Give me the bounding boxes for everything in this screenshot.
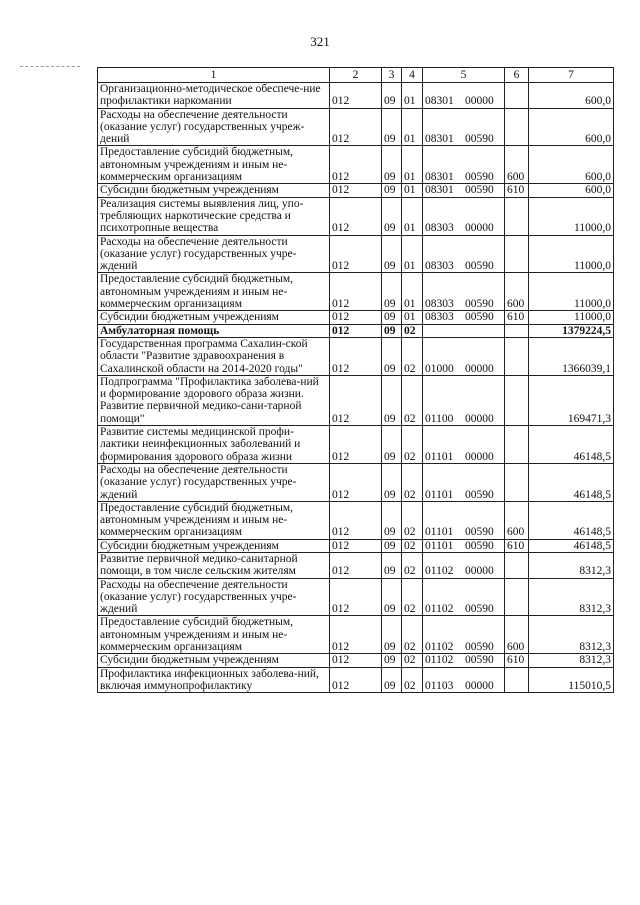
row-target-article (423, 375, 505, 425)
row-subsection-code: 02 (402, 578, 423, 616)
row-expense-type (505, 426, 529, 464)
row-section-code: 09 (382, 616, 402, 654)
table-row (98, 375, 614, 425)
row-section-code: 09 (382, 578, 402, 616)
row-amount: 11000,0 (529, 311, 614, 324)
row-subsection-code: 01 (402, 235, 423, 273)
column-header-2: 2 (330, 68, 382, 83)
row-expense-type: 610 (505, 539, 529, 552)
row-name: Реализация системы выявления лиц, упо-требляющих наркотические средства и психотропные вещества (98, 197, 330, 235)
row-ministry-code: 012 (330, 375, 382, 425)
row-section-code: 09 (382, 337, 402, 375)
target-article-program: 01102 (425, 565, 454, 578)
scan-artifact (20, 66, 80, 68)
target-article-program: 08303 (425, 222, 454, 235)
row-section-code: 09 (382, 311, 402, 324)
target-article-direction: 00590 (465, 526, 494, 539)
target-article-direction: 00590 (465, 133, 494, 146)
row-target-article (423, 83, 505, 109)
row-name: Субсидии бюджетным учреждениям (98, 654, 330, 667)
row-amount: 600,0 (529, 108, 614, 146)
row-expense-type: 600 (505, 146, 529, 184)
row-section-code: 09 (382, 83, 402, 109)
row-section-code: 09 (382, 426, 402, 464)
row-ministry-code: 012 (330, 83, 382, 109)
row-expense-type (505, 83, 529, 109)
table-row (98, 197, 614, 235)
row-target-article (423, 552, 505, 578)
row-amount: 46148,5 (529, 426, 614, 464)
row-amount: 600,0 (529, 83, 614, 109)
row-target-article (423, 235, 505, 273)
row-name: Расходы на обеспечение деятельности (оказание услуг) государственных учре-ждений (98, 578, 330, 616)
target-article-direction: 00590 (465, 488, 494, 501)
row-expense-type (505, 552, 529, 578)
row-expense-type (505, 375, 529, 425)
row-ministry-code: 012 (330, 311, 382, 324)
table-row (98, 311, 614, 324)
row-section-code: 09 (382, 667, 402, 693)
row-ministry-code: 012 (330, 273, 382, 311)
target-article-program: 08303 (425, 260, 454, 273)
row-name: Подпрограмма "Профилактика заболева-ний и формирование здорового образа жизни. Развитие первичной медико-сани-тарной помощи" (98, 375, 330, 425)
column-header-3: 3 (382, 68, 402, 83)
row-section-code: 09 (382, 501, 402, 539)
target-article-direction: 00590 (465, 603, 494, 616)
row-section-code: 09 (382, 324, 402, 337)
row-amount: 169471,3 (529, 375, 614, 425)
row-ministry-code: 012 (330, 539, 382, 552)
row-target-article (423, 501, 505, 539)
target-article-program: 01000 (425, 362, 454, 375)
row-name: Амбулаторная помощь (98, 324, 330, 337)
target-article-program: 01102 (425, 654, 454, 667)
row-name: Развитие первичной медико-санитарной помощи, в том числе сельским жителям (98, 552, 330, 578)
table-row (98, 235, 614, 273)
column-header-7: 7 (529, 68, 614, 83)
row-subsection-code: 02 (402, 324, 423, 337)
target-article-direction: 00000 (465, 679, 494, 692)
row-amount: 8312,3 (529, 616, 614, 654)
target-article-direction: 00590 (465, 298, 494, 311)
column-header-5: 5 (423, 68, 505, 83)
row-expense-type (505, 337, 529, 375)
row-target-article (423, 197, 505, 235)
target-article-program: 08303 (425, 298, 454, 311)
row-target-article (423, 426, 505, 464)
table-row (98, 273, 614, 311)
target-article-program: 01100 (425, 412, 454, 425)
row-subsection-code: 02 (402, 337, 423, 375)
row-name: Расходы на обеспечение деятельности (оказание услуг) государственных учре-ждений (98, 235, 330, 273)
row-target-article (423, 108, 505, 146)
table-row (98, 578, 614, 616)
row-amount: 11000,0 (529, 197, 614, 235)
target-article-direction: 00590 (465, 539, 494, 552)
row-section-code: 09 (382, 654, 402, 667)
row-name: Предоставление субсидий бюджетным, автономным учреждениям и иным не-коммерческим организациям (98, 501, 330, 539)
row-amount: 115010,5 (529, 667, 614, 693)
target-article-direction: 00590 (465, 654, 494, 667)
row-name: Предоставление субсидий бюджетным, автономным учреждениям и иным не-коммерческим организациям (98, 146, 330, 184)
row-ministry-code: 012 (330, 146, 382, 184)
table-row (98, 463, 614, 501)
row-ministry-code: 012 (330, 426, 382, 464)
row-name: Развитие системы медицинской профи-лактики неинфекционных заболеваний и формирования здорового образа жизни (98, 426, 330, 464)
row-ministry-code: 012 (330, 463, 382, 501)
row-ministry-code: 012 (330, 552, 382, 578)
target-article-program: 08303 (425, 311, 454, 324)
row-amount: 11000,0 (529, 235, 614, 273)
row-expense-type: 600 (505, 501, 529, 539)
target-article-program: 01101 (425, 526, 454, 539)
row-target-article (423, 616, 505, 654)
column-header-6: 6 (505, 68, 529, 83)
target-article-program: 01102 (425, 641, 454, 654)
row-amount: 8312,3 (529, 654, 614, 667)
row-subsection-code: 02 (402, 654, 423, 667)
row-section-code: 09 (382, 235, 402, 273)
row-subsection-code: 02 (402, 463, 423, 501)
row-ministry-code: 012 (330, 337, 382, 375)
target-article-program: 08301 (425, 95, 454, 108)
row-expense-type: 610 (505, 654, 529, 667)
row-subsection-code: 02 (402, 616, 423, 654)
row-section-code: 09 (382, 552, 402, 578)
target-article-program: 08301 (425, 171, 454, 184)
header-row (98, 68, 614, 83)
target-article-program: 01101 (425, 488, 454, 501)
target-article-direction: 00590 (465, 311, 494, 324)
target-article-direction: 00590 (465, 260, 494, 273)
row-amount: 8312,3 (529, 552, 614, 578)
row-amount: 1379224,5 (529, 324, 614, 337)
target-article-direction: 00590 (465, 184, 494, 197)
row-amount: 46148,5 (529, 463, 614, 501)
row-subsection-code: 01 (402, 273, 423, 311)
row-amount: 46148,5 (529, 539, 614, 552)
row-expense-type: 600 (505, 616, 529, 654)
row-name: Субсидии бюджетным учреждениям (98, 311, 330, 324)
row-section-code: 09 (382, 184, 402, 197)
row-name: Расходы на обеспечение деятельности (оказание услуг) государственных учре-ждений (98, 463, 330, 501)
target-article-direction: 00000 (465, 450, 494, 463)
row-ministry-code: 012 (330, 654, 382, 667)
target-article-program: 01101 (425, 450, 454, 463)
table-body (98, 83, 614, 693)
target-article-program: 08301 (425, 133, 454, 146)
row-subsection-code: 02 (402, 426, 423, 464)
row-name: Профилактика инфекционных заболева-ний, включая иммунопрофилактику (98, 667, 330, 693)
row-expense-type (505, 324, 529, 337)
table-row (98, 184, 614, 197)
row-expense-type: 610 (505, 184, 529, 197)
row-target-article (423, 146, 505, 184)
row-target-article (423, 463, 505, 501)
page-number: 321 (310, 34, 330, 49)
target-article-program: 01102 (425, 603, 454, 616)
row-subsection-code: 01 (402, 197, 423, 235)
row-ministry-code: 012 (330, 501, 382, 539)
target-article-direction: 00590 (465, 171, 494, 184)
table-row (98, 539, 614, 552)
row-expense-type: 610 (505, 311, 529, 324)
row-amount: 600,0 (529, 146, 614, 184)
row-name: Субсидии бюджетным учреждениям (98, 539, 330, 552)
row-subsection-code: 02 (402, 552, 423, 578)
target-article-direction: 00000 (465, 222, 494, 235)
row-target-article (423, 539, 505, 552)
row-ministry-code: 012 (330, 184, 382, 197)
row-name: Расходы на обеспечение деятельности (оказание услуг) государственных учреж-дений (98, 108, 330, 146)
table-row (98, 667, 614, 693)
target-article-program: 08301 (425, 184, 454, 197)
row-expense-type (505, 463, 529, 501)
row-expense-type (505, 578, 529, 616)
row-name: Организационно-методическое обеспече-ние профилактики наркомании (98, 83, 330, 109)
target-article-direction: 00000 (465, 362, 494, 375)
row-section-code: 09 (382, 146, 402, 184)
row-section-code: 09 (382, 108, 402, 146)
table-row (98, 552, 614, 578)
row-target-article (423, 578, 505, 616)
row-amount: 8312,3 (529, 578, 614, 616)
row-subsection-code: 01 (402, 108, 423, 146)
row-target-article (423, 324, 505, 337)
row-ministry-code: 012 (330, 578, 382, 616)
row-ministry-code: 012 (330, 667, 382, 693)
column-header-1: 1 (98, 68, 330, 83)
row-name: Предоставление субсидий бюджетным, автономным учреждениям и иным не-коммерческим организациям (98, 616, 330, 654)
row-section-code: 09 (382, 273, 402, 311)
target-article-direction: 00590 (465, 641, 494, 654)
row-target-article (423, 184, 505, 197)
row-subsection-code: 02 (402, 501, 423, 539)
target-article-direction: 00000 (465, 95, 494, 108)
row-amount: 46148,5 (529, 501, 614, 539)
table-row (98, 108, 614, 146)
table-row (98, 324, 614, 337)
row-subsection-code: 01 (402, 83, 423, 109)
column-header-4: 4 (402, 68, 423, 83)
row-ministry-code: 012 (330, 197, 382, 235)
row-ministry-code: 012 (330, 108, 382, 146)
row-amount: 1366039,1 (529, 337, 614, 375)
table-row (98, 654, 614, 667)
row-target-article (423, 667, 505, 693)
row-subsection-code: 01 (402, 184, 423, 197)
target-article-direction: 00000 (465, 565, 494, 578)
target-article-program: 01101 (425, 539, 454, 552)
table-row (98, 146, 614, 184)
table-row (98, 426, 614, 464)
row-section-code: 09 (382, 197, 402, 235)
row-subsection-code: 02 (402, 375, 423, 425)
table-row (98, 501, 614, 539)
row-section-code: 09 (382, 463, 402, 501)
row-name: Субсидии бюджетным учреждениям (98, 184, 330, 197)
row-expense-type (505, 197, 529, 235)
row-subsection-code: 01 (402, 311, 423, 324)
row-ministry-code: 012 (330, 235, 382, 273)
table-row (98, 337, 614, 375)
row-subsection-code: 02 (402, 667, 423, 693)
row-ministry-code: 012 (330, 616, 382, 654)
row-section-code: 09 (382, 375, 402, 425)
target-article-direction: 00000 (465, 412, 494, 425)
row-subsection-code: 01 (402, 146, 423, 184)
row-expense-type (505, 235, 529, 273)
budget-table (97, 67, 614, 693)
row-expense-type (505, 667, 529, 693)
table-row (98, 616, 614, 654)
row-name: Государственная программа Сахалин-ской области "Развитие здравоохранения в Сахалинской области на 2014-2020 годы" (98, 337, 330, 375)
row-name: Предоставление субсидий бюджетным, автономным учреждениям и иным не-коммерческим организациям (98, 273, 330, 311)
row-section-code: 09 (382, 539, 402, 552)
table-row (98, 83, 614, 109)
target-article-program: 01103 (425, 679, 454, 692)
row-target-article (423, 273, 505, 311)
row-ministry-code: 012 (330, 324, 382, 337)
row-amount: 600,0 (529, 184, 614, 197)
row-amount: 11000,0 (529, 273, 614, 311)
row-expense-type (505, 108, 529, 146)
row-target-article (423, 337, 505, 375)
row-expense-type: 600 (505, 273, 529, 311)
row-target-article (423, 654, 505, 667)
row-subsection-code: 02 (402, 539, 423, 552)
row-target-article (423, 311, 505, 324)
